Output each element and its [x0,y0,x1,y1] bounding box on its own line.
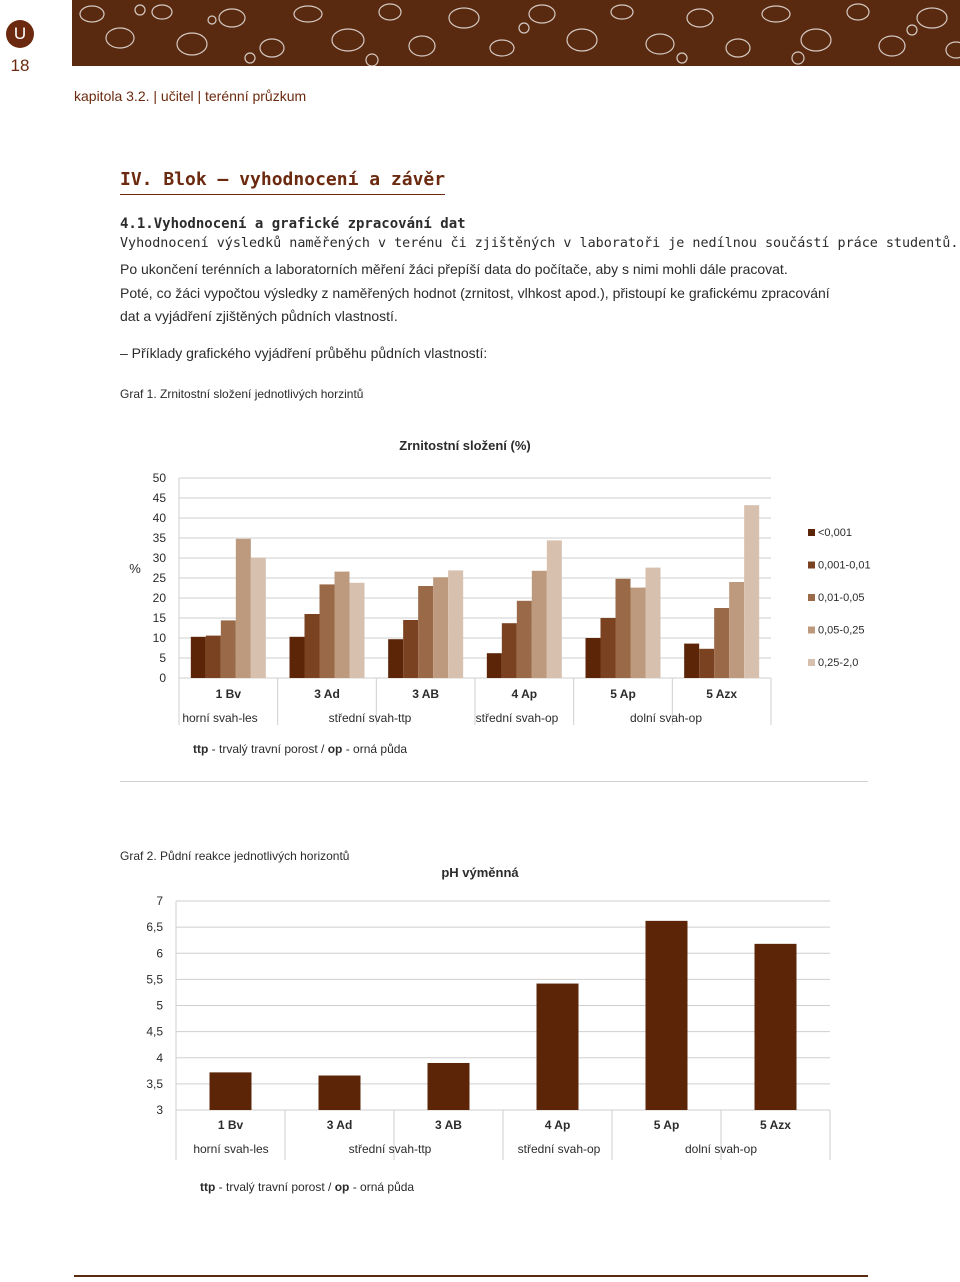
bar [631,588,646,678]
bar [290,637,305,678]
paragraph-line: Po ukončení terénních a laboratorních měření žáci přepíší data do počítače, aby s nimi mohli dále pracovat. [120,261,788,277]
chart-footnote: ttp - trvalý travní porost / op - orná půda [200,1180,415,1194]
bar [221,620,236,678]
x-tick-label: 3 AB [412,687,440,701]
bar [502,623,517,678]
bar [532,571,547,678]
pebble-pattern [72,0,960,66]
x-tick-label: 3 Ad [314,687,340,701]
legend-label: 0,05-0,25 [818,624,865,637]
bar [403,620,418,678]
group-label: střední svah-ttp [328,711,412,725]
group-label: dolní svah-op [629,711,703,725]
x-tick-label: 1 Bv [215,687,242,701]
chart-divider [120,781,868,782]
y-tick-label: 5 [156,998,163,1013]
y-tick-label: 50 [152,471,166,485]
legend-swatch [808,529,815,536]
y-tick-label: 6 [156,946,163,961]
bar [646,568,661,678]
y-tick-label: 25 [152,571,166,585]
bar [428,1063,470,1110]
y-tick-label: 0 [159,671,166,685]
bar [350,583,365,678]
body-paragraph [120,258,890,329]
y-tick-label: 40 [152,511,166,525]
bar [699,649,714,678]
block-title: IV. Blok – vyhodnocení a závěr [120,169,445,195]
bar [191,637,206,678]
y-tick-label: 3,5 [146,1076,163,1091]
bar [335,572,350,678]
bar [448,570,463,678]
legend-swatch [808,659,815,666]
chart-footnote: ttp - trvalý travní porost / op - orná půda [193,742,408,756]
bar [251,558,266,678]
bar [684,644,699,678]
breadcrumb: kapitola 3.2. | učitel | terénní průzkum [74,88,307,104]
page-margin [0,0,40,85]
grain-size-chart [0,425,960,770]
x-tick-label: 4 Ap [544,1118,571,1132]
y-tick-label: 4,5 [146,1024,163,1039]
x-tick-label: 3 AB [435,1118,462,1132]
group-label: střední svah-ttp [348,1142,432,1156]
graph1-caption: Graf 1. Zrnitostní složení jednotlivých horzintů [120,387,364,401]
bar [487,653,502,678]
section-title: 4.1.Vyhodnocení a grafické zpracování dat [120,216,466,232]
bar [646,921,688,1110]
legend-swatch [808,594,815,601]
x-tick-label: 5 Ap [610,687,636,701]
ph-chart [0,860,960,1205]
graph2-caption: Graf 2. Půdní reakce jednotlivých horizontů [120,849,350,863]
chart-title: Zrnitostní složení (%) [399,438,531,453]
legend-label: 0,25-2,0 [818,657,859,669]
y-tick-label: 5 [159,651,166,665]
bar [616,579,631,678]
paragraph-line: Poté, co žáci vypočtou výsledky z naměřených hodnot (zrnitost, vlhkost apod.), přistoupí ke grafickému zpracování [120,284,830,301]
legend-label: 0,001-0,01 [818,559,871,572]
y-tick-label: 35 [152,531,166,545]
x-tick-label: 5 Azx [760,1118,791,1132]
legend-swatch [808,562,815,569]
bar [433,577,448,678]
x-tick-label: 5 Ap [653,1118,680,1132]
x-tick-label: 4 Ap [511,687,538,701]
examples-heading: – Příklady grafického vyjádření průběhu půdních vlastností: [120,345,488,361]
y-tick-label: 6,5 [146,920,163,935]
y-tick-label: 20 [152,591,166,605]
decorative-banner [72,0,960,66]
x-tick-label: 3 Ad [326,1118,353,1132]
group-label: střední svah-op [517,1142,601,1156]
group-label: dolní svah-op [684,1142,758,1156]
bar [210,1072,252,1110]
chapter-badge: U [6,20,34,48]
group-label: horní svah-les [193,1142,269,1156]
y-tick-label: 3 [156,1103,163,1117]
group-label: střední svah-op [475,711,559,725]
bar [418,586,433,678]
page-number: 18 [10,56,30,75]
legend-label: <0,001 [818,527,852,539]
y-tick-label: 30 [152,551,166,565]
y-tick-label: 7 [156,894,163,908]
bar [305,614,320,678]
bar [537,984,579,1110]
legend-label: 0,01-0,05 [818,592,865,604]
bar [601,618,616,678]
paragraph-line: dat a vyjádření zjištěných půdních vlastností. [120,308,398,324]
x-tick-label: 5 Azx [706,687,738,701]
bar [744,505,759,678]
bar [714,608,729,678]
bar [388,639,403,678]
y-tick-label: 15 [152,611,166,625]
bar [586,638,601,678]
bar [236,539,251,678]
bar [319,1076,361,1110]
intro-line: Vyhodnocení výsledků naměřených v terénu či zjištěných v laboratoři je nedílnou součástí práce studentů. [120,236,959,251]
footer-line [74,1275,868,1277]
y-tick-label: 45 [152,491,166,505]
y-tick-label: 4 [156,1050,163,1065]
bar [206,636,221,678]
bar [517,601,532,678]
bar [547,540,562,678]
y-tick-label: 5,5 [146,972,163,987]
chart-title: pH výměnná [441,865,519,880]
y-tick-label: 10 [152,631,166,645]
bar [729,582,744,678]
legend-swatch [808,627,815,634]
bar [320,584,335,678]
x-tick-label: 1 Bv [217,1118,244,1132]
bar [755,944,797,1110]
group-label: horní svah-les [182,711,258,725]
y-axis-label: % [129,561,141,576]
